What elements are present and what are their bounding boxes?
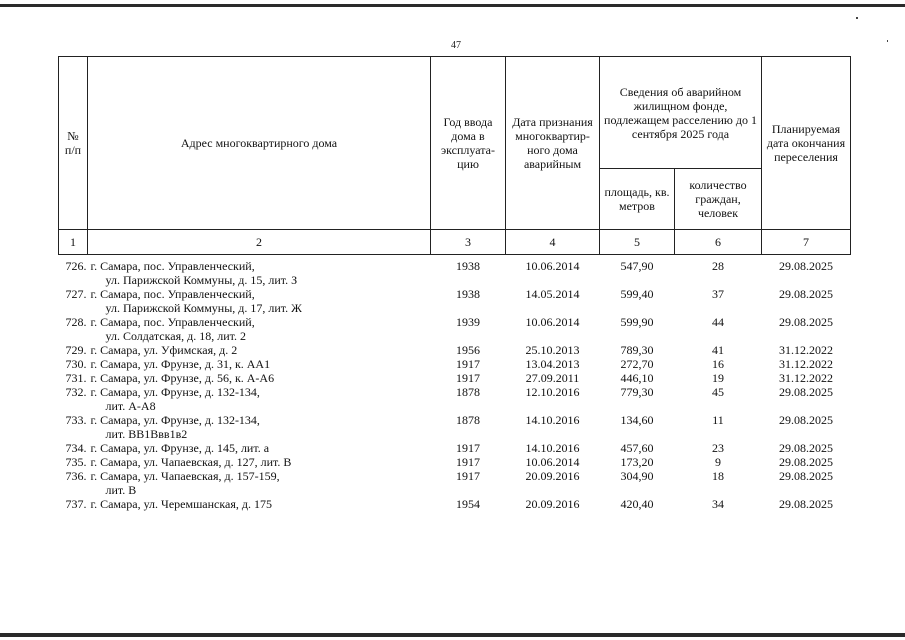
row-planned-date: 29.08.2025 bbox=[779, 441, 833, 455]
row-year: 1917 bbox=[456, 455, 480, 469]
row-date: 14.10.2016 bbox=[525, 413, 580, 427]
header-planned: Планируемая дата окончания переселения bbox=[762, 57, 851, 230]
row-planned-date: 31.12.2022 bbox=[779, 357, 833, 371]
row-date: 10.06.2014 bbox=[525, 259, 580, 273]
row-residents: 11 bbox=[712, 413, 724, 427]
row-planned-date: 29.08.2025 bbox=[779, 259, 833, 273]
row-year: 1917 bbox=[456, 441, 480, 455]
row-planned-date: 29.08.2025 bbox=[779, 455, 833, 469]
row-area: 272,70 bbox=[620, 357, 654, 371]
address-line: ул. Солдатская, д. 18, лит. 2 bbox=[105, 329, 246, 343]
row-date: 20.09.2016 bbox=[525, 497, 580, 511]
table-row bbox=[59, 315, 851, 343]
scan-speck bbox=[856, 17, 858, 19]
row-residents: 41 bbox=[712, 343, 724, 357]
row-area: 134,60 bbox=[620, 413, 654, 427]
column-number: 6 bbox=[675, 230, 762, 255]
row-area: 599,40 bbox=[620, 287, 654, 301]
row-area: 457,60 bbox=[620, 441, 654, 455]
table-row bbox=[59, 255, 851, 288]
address-line: г. Самара, пос. Управленческий, bbox=[90, 287, 255, 301]
row-date: 14.10.2016 bbox=[525, 441, 580, 455]
row-number: 727. bbox=[65, 287, 87, 301]
address-line: г. Самара, ул. Черемшанская, д. 175 bbox=[90, 497, 272, 511]
row-number: 730. bbox=[65, 357, 87, 371]
row-residents: 28 bbox=[712, 259, 724, 273]
column-number: 7 bbox=[762, 230, 851, 255]
row-number: 726. bbox=[65, 259, 87, 273]
row-residents: 44 bbox=[712, 315, 724, 329]
row-date: 13.04.2013 bbox=[525, 357, 580, 371]
scan-bottom-border bbox=[0, 633, 905, 637]
header-area: площадь, кв. метров bbox=[600, 169, 675, 230]
row-year: 1938 bbox=[456, 287, 480, 301]
table-row bbox=[59, 413, 851, 441]
header-num: № п/п bbox=[59, 57, 88, 230]
header-address: Адрес многоквартирного дома bbox=[88, 57, 431, 230]
row-area: 446,10 bbox=[620, 371, 654, 385]
row-area: 304,90 bbox=[620, 469, 654, 483]
address-line: ул. Парижской Коммуны, д. 15, лит. З bbox=[105, 273, 298, 287]
address-line: г. Самара, ул. Фрунзе, д. 31, к. АА1 bbox=[90, 357, 271, 371]
row-planned-date: 31.12.2022 bbox=[779, 371, 833, 385]
row-number: 728. bbox=[65, 315, 87, 329]
column-number: 5 bbox=[600, 230, 675, 255]
table-row bbox=[59, 497, 851, 511]
row-address bbox=[88, 469, 431, 497]
row-date: 12.10.2016 bbox=[525, 385, 580, 399]
address-line: г. Самара, пос. Управленческий, bbox=[90, 315, 255, 329]
row-planned-date: 29.08.2025 bbox=[779, 469, 833, 483]
row-residents: 18 bbox=[712, 469, 724, 483]
row-residents: 16 bbox=[712, 357, 724, 371]
row-address bbox=[88, 441, 431, 455]
table-row bbox=[59, 357, 851, 371]
scan-top-border bbox=[0, 4, 905, 7]
row-address bbox=[88, 371, 431, 385]
row-year: 1917 bbox=[456, 371, 480, 385]
row-address bbox=[88, 255, 431, 288]
column-number: 2 bbox=[88, 230, 431, 255]
row-address bbox=[88, 315, 431, 343]
row-address bbox=[88, 287, 431, 315]
address-line: г. Самара, ул. Фрунзе, д. 145, лит. а bbox=[90, 441, 270, 455]
table-row bbox=[59, 343, 851, 357]
column-number-row bbox=[59, 230, 851, 255]
row-year: 1939 bbox=[456, 315, 480, 329]
row-planned-date: 29.08.2025 bbox=[779, 287, 833, 301]
row-area: 599,90 bbox=[620, 315, 654, 329]
row-date: 10.06.2014 bbox=[525, 315, 580, 329]
row-number: 729. bbox=[65, 343, 87, 357]
address-line: г. Самара, ул. Чапаевская, д. 127, лит. В bbox=[90, 455, 292, 469]
page-number: 47 bbox=[451, 40, 461, 51]
column-number: 1 bbox=[59, 230, 88, 255]
header-residents: количество граждан, человек bbox=[675, 169, 762, 230]
table-row bbox=[59, 287, 851, 315]
header-date: Дата признания многоквартир-ного дома аварийным bbox=[506, 57, 600, 230]
row-residents: 45 bbox=[712, 385, 724, 399]
column-number: 3 bbox=[431, 230, 506, 255]
row-year: 1878 bbox=[456, 413, 480, 427]
address-line: г. Самара, ул. Фрунзе, д. 132-134, bbox=[90, 413, 260, 427]
table-row bbox=[59, 441, 851, 455]
row-residents: 34 bbox=[712, 497, 724, 511]
row-date: 10.06.2014 bbox=[525, 455, 580, 469]
row-year: 1954 bbox=[456, 497, 480, 511]
row-address bbox=[88, 413, 431, 441]
address-line: г. Самара, ул. Уфимская, д. 2 bbox=[90, 343, 238, 357]
row-date: 25.10.2013 bbox=[525, 343, 580, 357]
address-line: г. Самара, пос. Управленческий, bbox=[90, 259, 255, 273]
row-number: 737. bbox=[65, 497, 87, 511]
row-date: 20.09.2016 bbox=[525, 469, 580, 483]
row-address bbox=[88, 357, 431, 371]
column-number: 4 bbox=[506, 230, 600, 255]
address-line: г. Самара, ул. Фрунзе, д. 132-134, bbox=[90, 385, 260, 399]
address-line: лит. А-А8 bbox=[105, 399, 156, 413]
table-row bbox=[59, 385, 851, 413]
row-year: 1878 bbox=[456, 385, 480, 399]
row-area: 789,30 bbox=[620, 343, 654, 357]
row-date: 27.09.2011 bbox=[525, 371, 580, 385]
row-residents: 19 bbox=[712, 371, 724, 385]
row-number: 736. bbox=[65, 469, 87, 483]
row-number: 733. bbox=[65, 413, 87, 427]
row-number: 731. bbox=[65, 371, 87, 385]
row-address bbox=[88, 385, 431, 413]
row-residents: 37 bbox=[712, 287, 724, 301]
row-year: 1938 bbox=[456, 259, 480, 273]
row-address bbox=[88, 343, 431, 357]
row-planned-date: 29.08.2025 bbox=[779, 413, 833, 427]
address-line: ул. Парижской Коммуны, д. 17, лит. Ж bbox=[105, 301, 302, 315]
table-row bbox=[59, 469, 851, 497]
header-year: Год ввода дома в эксплуата-цию bbox=[431, 57, 506, 230]
row-number: 735. bbox=[65, 455, 87, 469]
header-fund-group: Сведения об аварийном жилищном фонде, подлежащем расселению до 1 сентября 2025 года bbox=[600, 57, 762, 169]
table-row bbox=[59, 371, 851, 385]
table-body bbox=[59, 255, 851, 512]
row-date: 14.05.2014 bbox=[525, 287, 580, 301]
row-number: 732. bbox=[65, 385, 87, 399]
row-year: 1917 bbox=[456, 469, 480, 483]
row-number: 734. bbox=[65, 441, 87, 455]
row-planned-date: 29.08.2025 bbox=[779, 385, 833, 399]
row-address bbox=[88, 455, 431, 469]
address-line: г. Самара, ул. Чапаевская, д. 157-159, bbox=[90, 469, 280, 483]
address-line: лит. В bbox=[105, 483, 137, 497]
row-area: 173,20 bbox=[620, 455, 654, 469]
row-planned-date: 29.08.2025 bbox=[779, 315, 833, 329]
table-row bbox=[59, 455, 851, 469]
table-header bbox=[59, 57, 851, 255]
row-residents: 9 bbox=[715, 455, 721, 469]
row-year: 1956 bbox=[456, 343, 480, 357]
row-area: 547,90 bbox=[620, 259, 654, 273]
row-area: 779,30 bbox=[620, 385, 654, 399]
row-planned-date: 29.08.2025 bbox=[779, 497, 833, 511]
emergency-housing-table bbox=[58, 56, 851, 511]
row-area: 420,40 bbox=[620, 497, 654, 511]
address-line: лит. ВВ1Ввв1в2 bbox=[105, 427, 188, 441]
row-year: 1917 bbox=[456, 357, 480, 371]
row-address bbox=[88, 497, 431, 511]
row-planned-date: 31.12.2022 bbox=[779, 343, 833, 357]
row-residents: 23 bbox=[712, 441, 724, 455]
address-line: г. Самара, ул. Фрунзе, д. 56, к. А-А6 bbox=[90, 371, 275, 385]
